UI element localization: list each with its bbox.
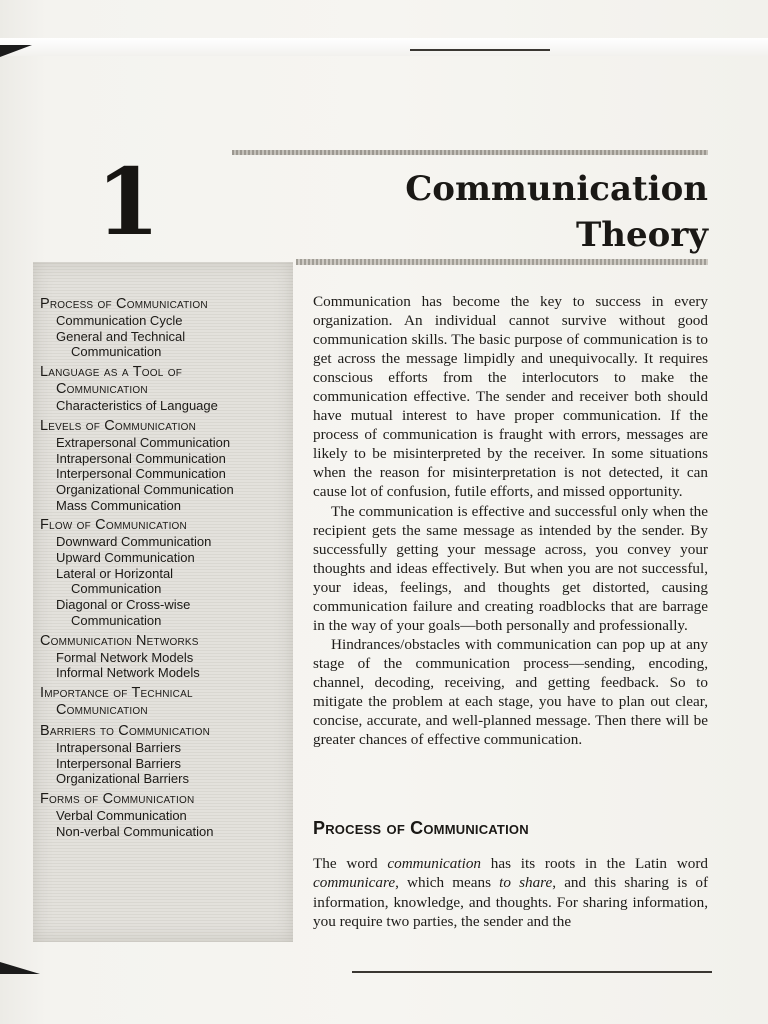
toc-section-item	[40, 296, 290, 313]
body-rule	[296, 259, 708, 265]
section-italic-1: communication	[387, 855, 482, 872]
toc-line: Communication	[56, 701, 148, 718]
toc-subsection-item	[40, 597, 290, 628]
toc-line: Formal Network Models	[56, 649, 194, 665]
toc-section-item	[40, 633, 290, 650]
intro-paragraph-2: The communication is effective and successful only when the recipient gets the same message as intended by the sender. By successfully getting your message across, you convey your thoughts and ideas effectively. But when you are not successful, your ideas, feelings, and thoughts get distorted, causing communication failure and creating roadblocks that are barrage in the way of your goals—both personally and professionally.	[313, 502, 708, 634]
toc-line: Verbal Communication	[56, 808, 187, 824]
toc-section-item	[40, 418, 290, 435]
toc-line: Upward Communication	[56, 550, 195, 566]
section-body	[313, 854, 708, 931]
toc-line: Intrapersonal Barriers	[56, 739, 181, 755]
toc-line: Process of Communication	[40, 296, 208, 312]
chapter-number: 1	[96, 148, 159, 256]
toc-subsection-item	[40, 498, 290, 514]
section-text-1: The word	[313, 855, 388, 872]
section-heading: Process of Communication	[313, 818, 529, 838]
toc-subsection-item	[40, 435, 290, 451]
scan-corner-bottom	[0, 962, 40, 974]
intro-paragraph-1: Communication has become the key to success in every organization. An individual cannot survive without good communication skills. The basic purpose of communication is to get across the message limpidly and unequivocally. It requires conscious efforts from the interlocutors to make the communication effective. The sender and receiver both should have mutual interest to have proper communication. If the process of communication is fraught with errors, messages are likely to be misinterpreted by the receiver. In some situations when the reason for misinterpretation is not detected, it can cause lot of confusion, futile efforts, and missed opportunity.	[313, 293, 708, 501]
toc-section-item	[40, 364, 290, 398]
toc-line: Diagonal or Cross-wise	[56, 597, 191, 613]
bottom-rule	[352, 971, 712, 973]
section-italic-2: communicare	[313, 874, 396, 892]
toc-line: Barriers to Communication	[40, 722, 211, 739]
intro-text	[313, 292, 708, 749]
section-italic-3: to share	[499, 874, 553, 892]
section-paragraph-1	[313, 854, 708, 931]
toc-subsection-item	[40, 398, 290, 414]
toc-line: Communication Cycle	[56, 313, 183, 328]
toc-line: Language as a Tool of	[40, 364, 182, 381]
toc-section-item	[40, 517, 290, 534]
section-text-4: , and this sharing is of information, knowledge, and thoughts. For sharing information, you require two parties, the sender and the	[313, 874, 708, 930]
toc-subsection-item	[40, 650, 290, 666]
toc-line: Levels of Communication	[40, 417, 197, 434]
toc-line: Forms of Communication	[40, 791, 195, 808]
toc-subsection-item	[40, 466, 290, 482]
toc-line: Communication	[71, 344, 162, 360]
toc-line: Non-verbal Communication	[56, 823, 214, 839]
chapter-contents-list	[40, 296, 290, 839]
toc-line: Interpersonal Barriers	[56, 755, 181, 771]
intro-paragraph-3: Hindrances/obstacles with communication can pop up at any stage of the communication process—sending, encoding, channel, decoding, receiving, and getting feedback. So to mitigate the problem at each stage, you have to plan out clear, concise, accurate, and well-planned message. Then there will be greater chances of effective communication.	[313, 635, 708, 749]
toc-subsection-item	[40, 566, 290, 597]
toc-subsection-item	[40, 771, 290, 787]
toc-line: Communication	[71, 612, 162, 628]
chapter-title	[405, 166, 708, 258]
toc-subsection-item	[40, 550, 290, 566]
chapter-header-rule	[232, 150, 708, 155]
page-top-edge	[0, 38, 768, 56]
toc-subsection-item	[40, 824, 290, 840]
scan-corner-top	[0, 45, 32, 57]
toc-line: Communication	[56, 381, 148, 398]
toc-line: Downward Communication	[56, 534, 212, 550]
toc-section-item	[40, 723, 290, 740]
toc-subsection-item	[40, 665, 290, 681]
toc-line: Communication Networks	[40, 632, 199, 649]
toc-line: Extrapersonal Communication	[56, 434, 231, 450]
toc-subsection-item	[40, 451, 290, 467]
toc-line: Organizational Communication	[56, 481, 234, 497]
toc-section-item	[40, 685, 290, 719]
toc-line: Importance of Technical	[40, 684, 193, 701]
top-rule	[410, 49, 550, 51]
section-text-2: has its roots in the Latin word	[481, 855, 709, 872]
toc-subsection-item	[40, 740, 290, 756]
toc-line: Intrapersonal Communication	[56, 450, 226, 466]
chapter-title-line-2: Theory	[576, 215, 708, 255]
toc-line: Communication	[71, 581, 162, 597]
toc-line: General and Technical	[56, 328, 186, 344]
toc-line: Mass Communication	[56, 497, 181, 513]
toc-subsection-item	[40, 756, 290, 772]
toc-line: Lateral or Horizontal	[56, 565, 174, 581]
chapter-title-line-1: Communication	[405, 169, 708, 209]
toc-subsection-item	[40, 534, 290, 550]
toc-line: Characteristics of Language	[56, 398, 218, 414]
toc-section-item	[40, 791, 290, 808]
toc-subsection-item	[40, 482, 290, 498]
toc-subsection-item	[40, 808, 290, 824]
section-text-3: , which means	[395, 874, 500, 892]
toc-line: Organizational Barriers	[56, 771, 189, 787]
toc-subsection-item	[40, 313, 290, 329]
toc-line: Informal Network Models	[56, 665, 200, 681]
toc-line: Flow of Communication	[40, 517, 187, 534]
toc-line: Interpersonal Communication	[56, 466, 226, 482]
toc-subsection-item	[40, 329, 290, 360]
